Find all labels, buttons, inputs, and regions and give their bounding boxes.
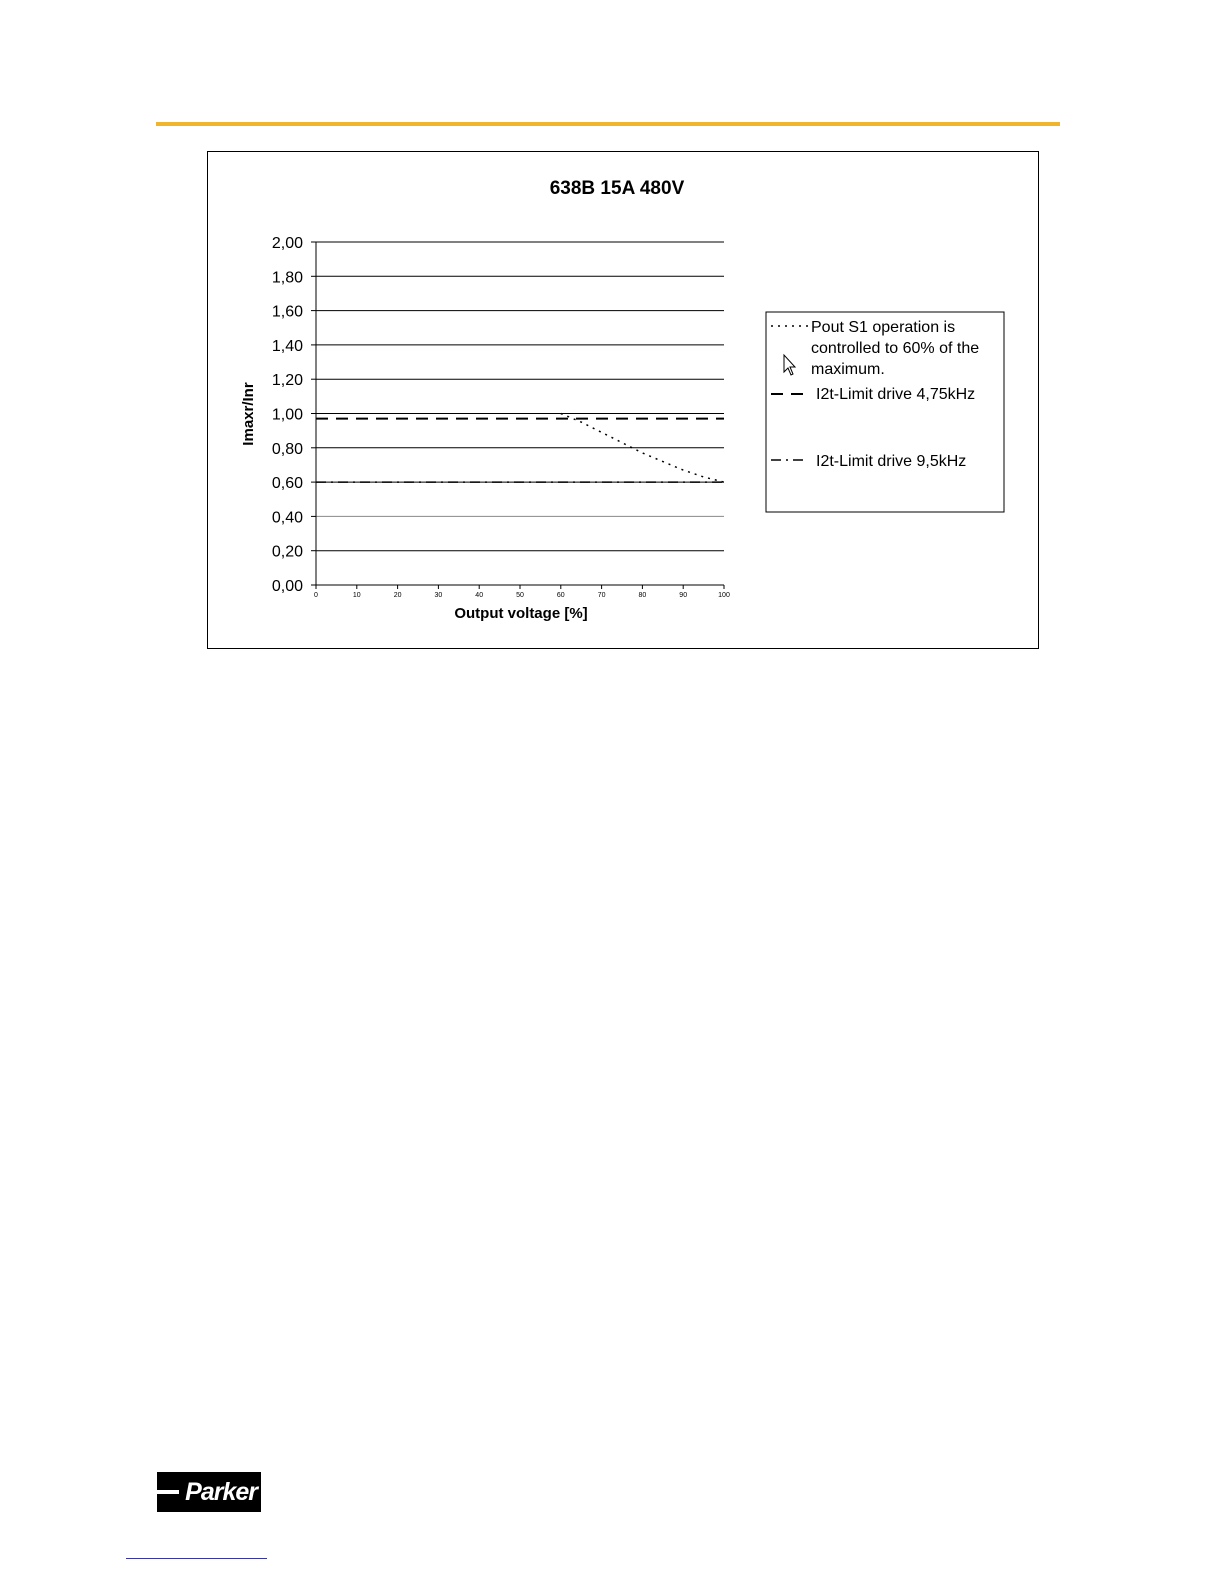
logo-text: Parker bbox=[185, 1477, 257, 1506]
legend-entry-pout-line1: Pout S1 operation is bbox=[811, 319, 956, 336]
y-tick-label-5: 1,00 bbox=[271, 406, 303, 424]
chart bbox=[208, 152, 1038, 648]
x-tick-label-6: 60 bbox=[556, 592, 565, 599]
legend-entry-pout-line2: controlled to 60% of the bbox=[811, 340, 980, 357]
chart-title: 638B 15A 480V bbox=[549, 178, 685, 199]
y-tick-label-3: 0,60 bbox=[271, 475, 303, 493]
y-tick-label-9: 1,80 bbox=[271, 269, 303, 287]
y-tick-label-10: 2,00 bbox=[271, 235, 303, 252]
y-tick-label-1: 0,20 bbox=[271, 543, 303, 561]
x-tick-label-2: 20 bbox=[393, 592, 402, 599]
y-tick-label-2: 0,40 bbox=[271, 509, 303, 527]
x-tick-label-3: 30 bbox=[434, 592, 443, 599]
legend-entry-4-75khz: I2t-Limit drive 4,75kHz bbox=[816, 386, 976, 403]
x-ticks bbox=[314, 585, 730, 599]
parker-logo bbox=[157, 1472, 261, 1512]
logo-stripe bbox=[157, 1490, 179, 1494]
y-axis-label: Imaxr/Inr bbox=[240, 382, 257, 446]
legend-entry-pout-line3: maximum. bbox=[811, 361, 885, 378]
y-tick-label-4: 0,80 bbox=[271, 440, 303, 458]
y-tick-label-6: 1,20 bbox=[271, 372, 303, 390]
x-tick-label-10: 100 bbox=[718, 592, 730, 599]
x-tick-label-5: 50 bbox=[516, 592, 524, 599]
x-tick-label-9: 90 bbox=[679, 592, 688, 599]
chart-frame bbox=[207, 151, 1039, 649]
x-tick-label-4: 40 bbox=[475, 592, 484, 599]
grid-layer bbox=[316, 242, 724, 551]
legend-entry-9-5khz: I2t-Limit drive 9,5kHz bbox=[816, 453, 967, 470]
footer-link-underline[interactable] bbox=[126, 1558, 267, 1559]
y-tick-label-8: 1,60 bbox=[271, 303, 303, 321]
y-ticks bbox=[272, 235, 316, 595]
x-tick-label-1: 10 bbox=[352, 592, 361, 599]
x-tick-label-8: 80 bbox=[638, 592, 647, 599]
y-tick-label-0: 0,00 bbox=[271, 578, 303, 595]
y-tick-label-7: 1,40 bbox=[271, 337, 303, 355]
header-accent-rule bbox=[156, 122, 1060, 126]
x-axis-label: Output voltage [%] bbox=[454, 605, 588, 622]
x-tick-label-0: 0 bbox=[314, 592, 318, 599]
legend bbox=[766, 312, 1004, 512]
x-tick-label-7: 70 bbox=[597, 592, 606, 599]
